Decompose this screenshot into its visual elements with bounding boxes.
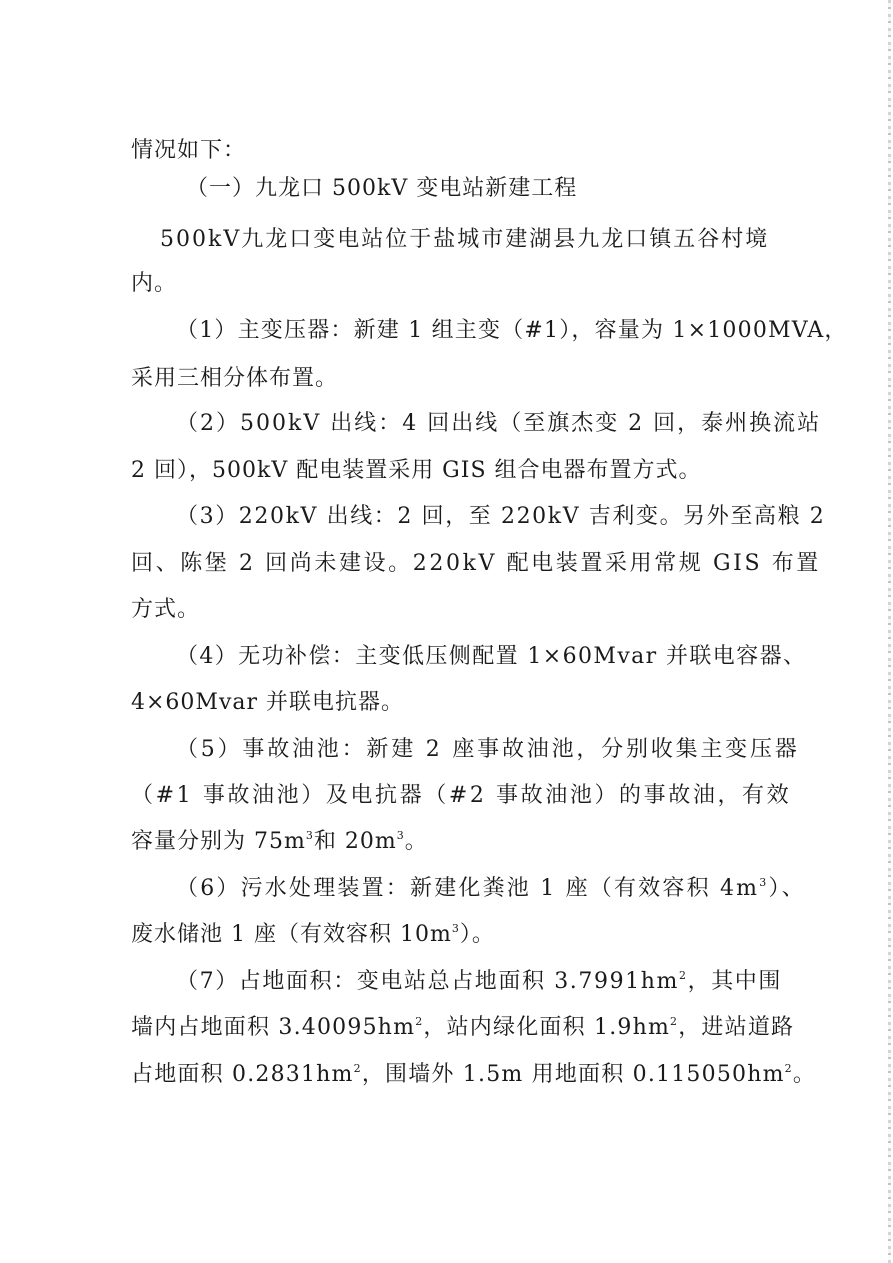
superscript: 3 bbox=[451, 922, 460, 935]
item-5-line bbox=[131, 829, 428, 855]
text-segment: ，进站道路 bbox=[678, 1015, 795, 1040]
text-segment: ，站内绿化面积 1.9hm bbox=[423, 1015, 671, 1040]
item-7-line bbox=[176, 969, 782, 995]
superscript: 2 bbox=[679, 969, 688, 982]
item-6-line bbox=[176, 876, 806, 902]
superscript: 3 bbox=[396, 829, 405, 842]
text-segment: ）、 bbox=[768, 876, 806, 901]
text-segment: 和 20m bbox=[313, 829, 397, 854]
item-3-line: （3）220kV 出线：2 回，至 220kV 吉利变。另外至高粮 2 bbox=[176, 504, 826, 529]
item-7-line bbox=[131, 1062, 816, 1088]
superscript: 2 bbox=[670, 1015, 679, 1028]
item-7-line bbox=[131, 1015, 794, 1041]
superscript: 3 bbox=[305, 829, 314, 842]
text-segment: （7）占地面积：变电站总占地面积 3.7991hm bbox=[176, 969, 679, 994]
item-1-line: （1）主变压器：新建 1 组主变（#1），容量为 1×1000MVA， bbox=[176, 318, 848, 343]
item-4-line: 4×60Mvar 并联电抗器。 bbox=[131, 690, 405, 715]
text-segment: ，围墙外 1.5m 用地面积 0.115050hm bbox=[361, 1062, 785, 1087]
paragraph-line: 500kV九龙口变电站位于盐城市建湖县九龙口镇五谷村境 bbox=[160, 227, 770, 252]
item-6-line bbox=[131, 922, 495, 948]
text-segment: 容量分别为 75m bbox=[131, 829, 306, 854]
section-heading: （一）九龙口 500kV 变电站新建工程 bbox=[186, 176, 578, 201]
superscript: 2 bbox=[353, 1062, 362, 1075]
item-1-line: 采用三相分体布置。 bbox=[131, 366, 339, 391]
item-3-line: 回、陈堡 2 回尚未建设。220kV 配电装置采用常规 GIS 布置 bbox=[131, 551, 821, 576]
item-2-line: （2）500kV 出线：4 回出线（至旗杰变 2 回，泰州换流站 bbox=[176, 411, 822, 436]
text-segment: 废水储池 1 座（有效容积 10m bbox=[131, 922, 452, 947]
text-segment: 占地面积 0.2831hm bbox=[131, 1062, 354, 1087]
text-segment: ，其中围 bbox=[687, 969, 783, 994]
item-5-line: （5）事故油池：新建 2 座事故油池，分别收集主变压器 bbox=[176, 737, 800, 762]
scan-edge-artifact bbox=[888, 0, 891, 1263]
text-segment: （6）污水处理装置：新建化粪池 1 座（有效容积 4m bbox=[176, 876, 760, 901]
text-segment: 。 bbox=[404, 829, 428, 854]
item-4-line: （4）无功补偿：主变低压侧配置 1×60Mvar 并联电容器、 bbox=[176, 644, 807, 669]
item-3-line: 方式。 bbox=[131, 597, 201, 622]
superscript: 3 bbox=[759, 876, 769, 889]
superscript: 2 bbox=[784, 1062, 793, 1075]
intro-line: 情况如下： bbox=[131, 138, 247, 163]
paragraph-line: 内。 bbox=[131, 271, 178, 296]
item-5-line: （#1 事故油池）及电抗器（#2 事故油池）的事故油，有效 bbox=[131, 783, 792, 808]
text-segment: 墙内占地面积 3.40095hm bbox=[131, 1015, 416, 1040]
text-segment: 。 bbox=[792, 1062, 817, 1087]
item-2-line: 2 回），500kV 配电装置采用 GIS 组合电器布置方式。 bbox=[131, 458, 702, 483]
text-segment: ）。 bbox=[459, 922, 495, 947]
superscript: 2 bbox=[415, 1015, 424, 1028]
